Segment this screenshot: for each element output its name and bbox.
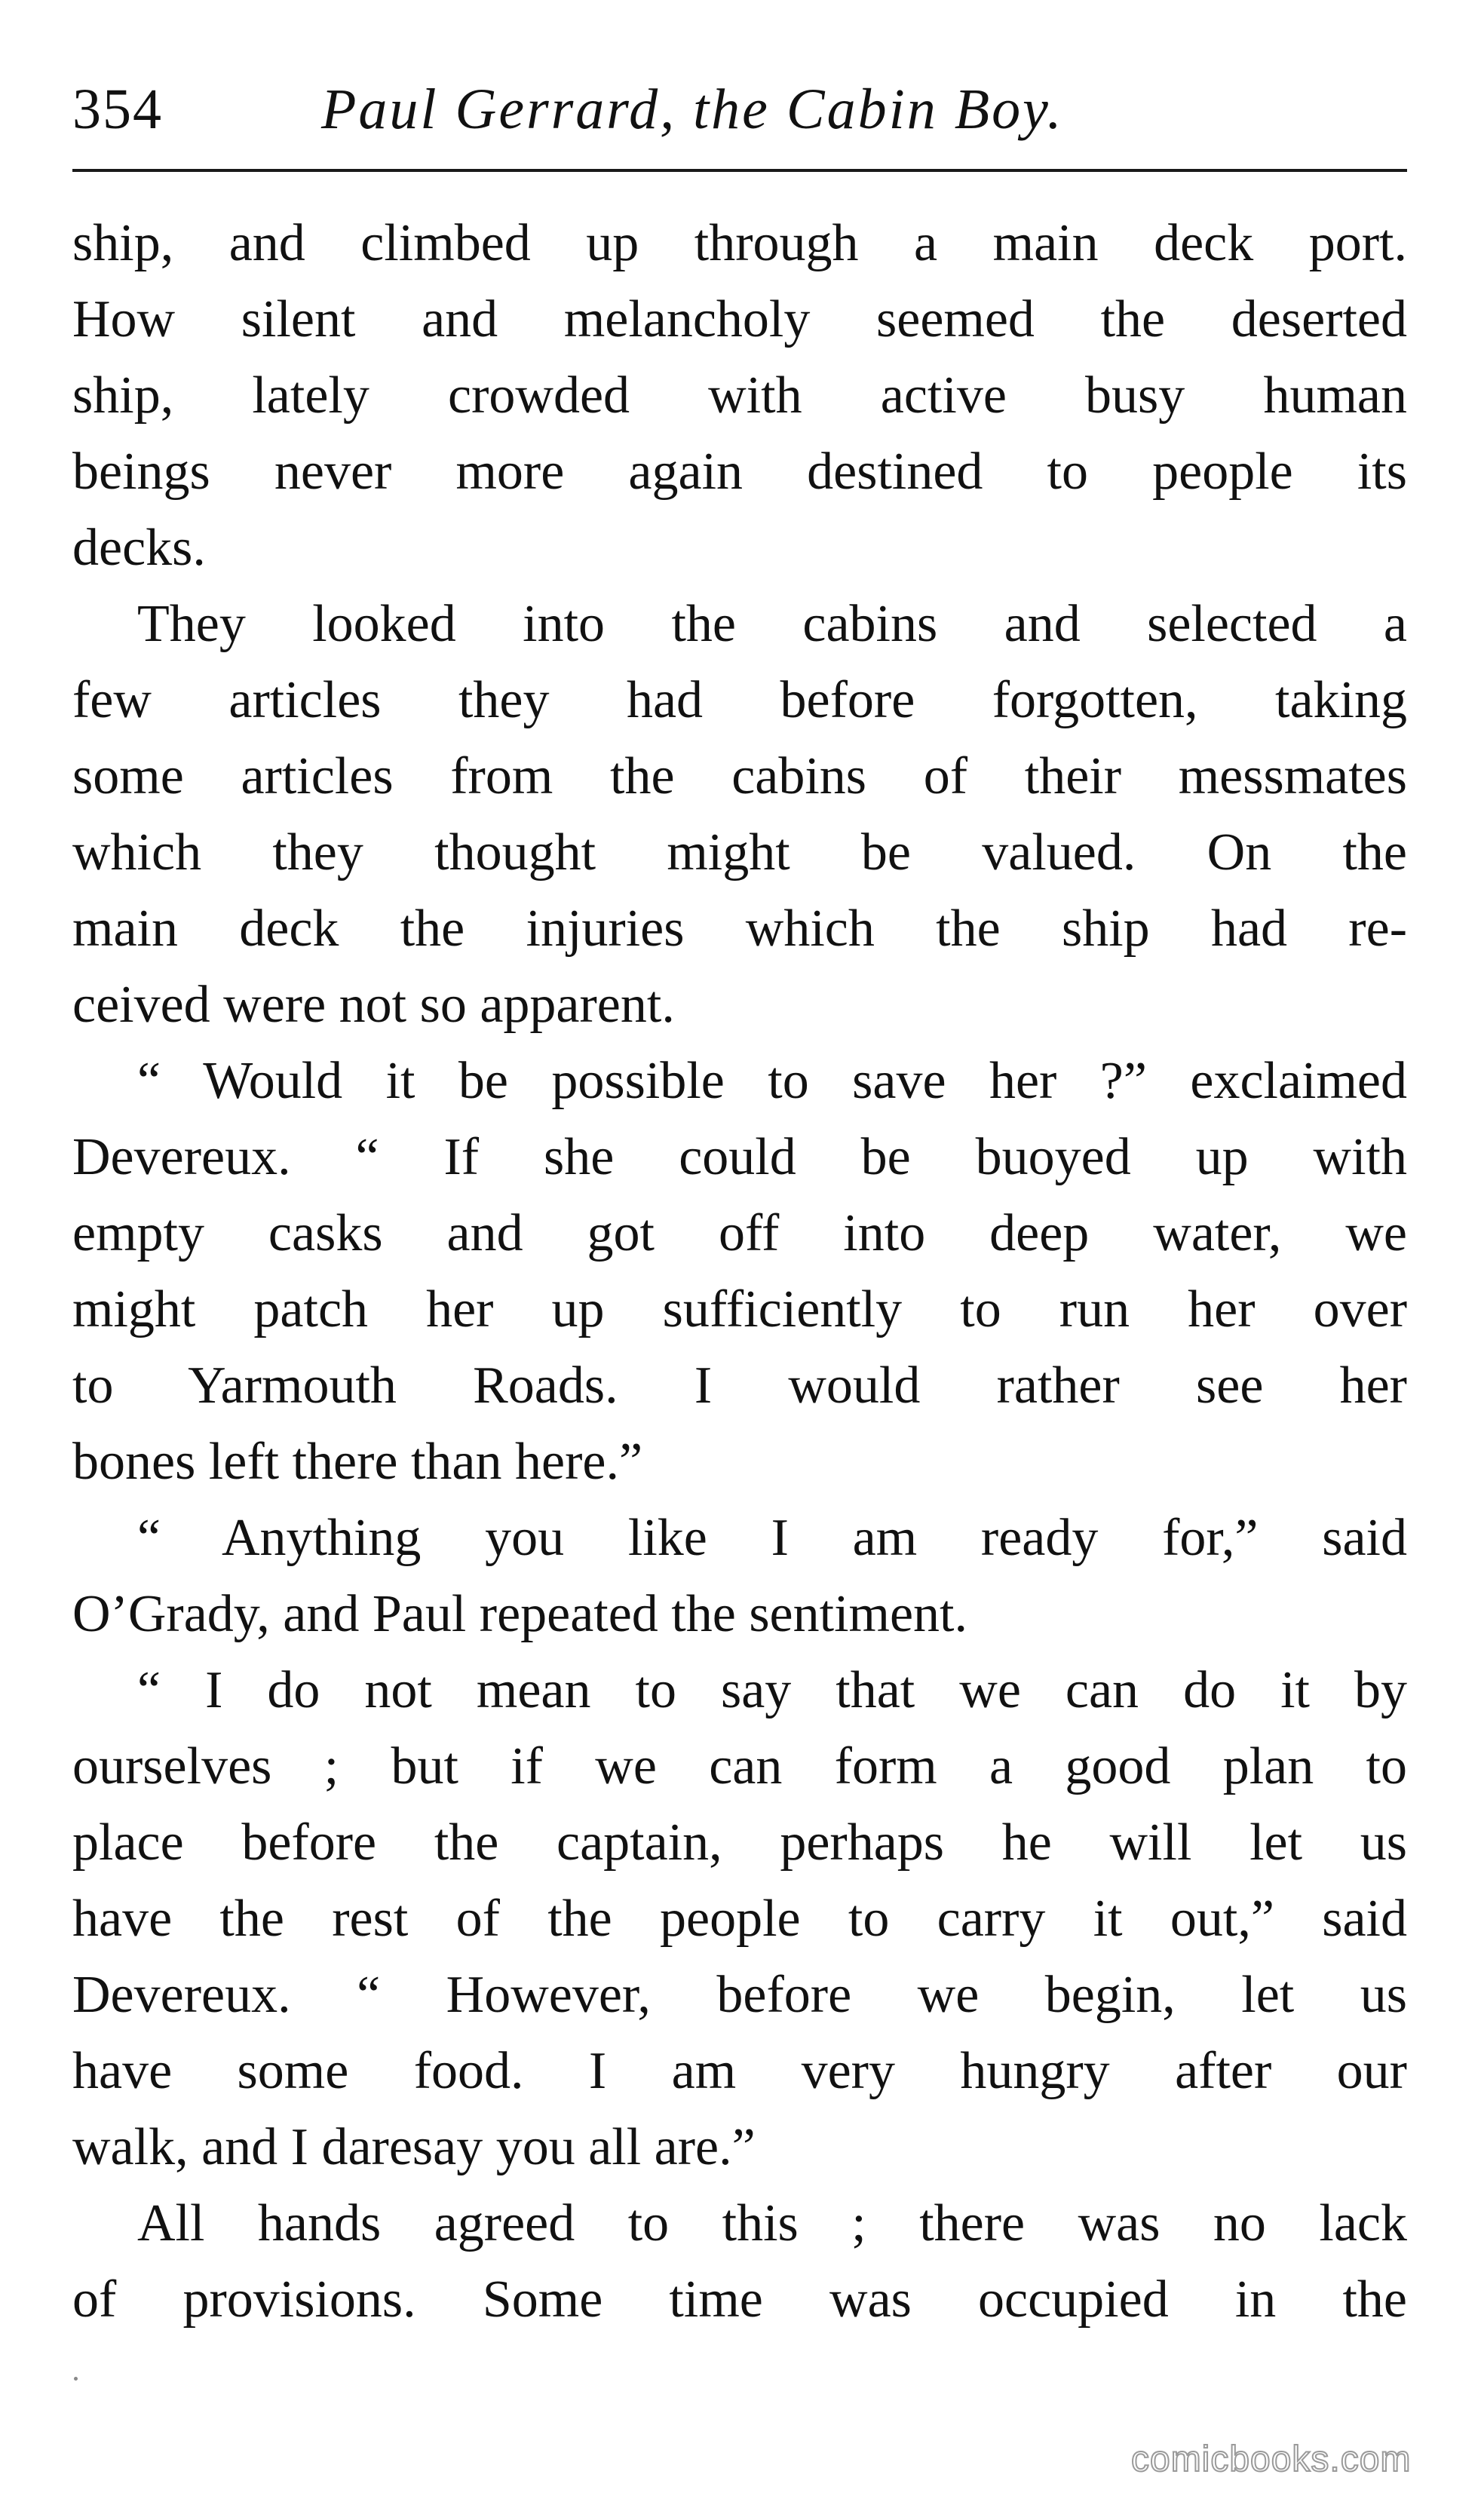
text-line: All hands agreed to this ; there was no lack [137,2194,1407,2252]
print-speck [74,2377,78,2381]
text-line: ship, lately crowded with active busy human [72,366,1407,425]
text-line: some articles from the cabins of their messmates [72,747,1407,805]
text-line: which they thought might be valued. On the [72,823,1407,882]
text-line: Devereux. “ However, before we begin, let us [72,1966,1407,2024]
text-line: ourselves ; but if we can form a good plan to [72,1737,1407,1795]
text-line: “ Would it be possible to save her ?” exclaimed [137,1052,1407,1110]
running-head [72,68,1407,151]
text-line: walk, and I daresay you all are.” [72,2118,756,2176]
text-line: might patch her up sufficiently to run her over [72,1280,1407,1338]
text-line: place before the captain, perhaps he will let us [72,1814,1407,1872]
text-line: beings never more again destined to people its [72,443,1407,501]
text-line: have some food. I am very hungry after our [72,2042,1407,2100]
watermark: comicbooks.com [1131,2439,1412,2479]
body-text [72,205,1407,2338]
running-title: Paul Gerrard, the Cabin Boy. [321,78,1064,141]
text-line: How silent and melancholy seemed the deserted [72,290,1407,348]
text-line: of provisions. Some time was occupied in the [72,2270,1407,2329]
text-line: Devereux. “ If she could be buoyed up with [72,1128,1407,1186]
text-line: to Yarmouth Roads. I would rather see her [72,1357,1407,1415]
text-line: bones left there than here.” [72,1433,643,1491]
text-line: decks. [72,519,206,577]
header-rule [72,169,1407,172]
text-line: They looked into the cabins and selected a [137,595,1407,653]
text-line: “ I do not mean to say that we can do it by [137,1661,1407,1719]
page-number: 354 [72,78,163,141]
text-line: have the rest of the people to carry it out,” said [72,1890,1407,1948]
text-line: O’Grady, and Paul repeated the sentiment. [72,1585,967,1643]
text-line: few articles they had before forgotten, taking [72,671,1407,729]
text-line: “ Anything you like I am ready for,” said [137,1509,1407,1567]
text-line: main deck the injuries which the ship had re- [72,900,1407,958]
text-line: empty casks and got off into deep water, we [72,1204,1407,1262]
text-line: ceived were not so apparent. [72,976,675,1034]
text-line: ship, and climbed up through a main deck port. [72,214,1407,272]
